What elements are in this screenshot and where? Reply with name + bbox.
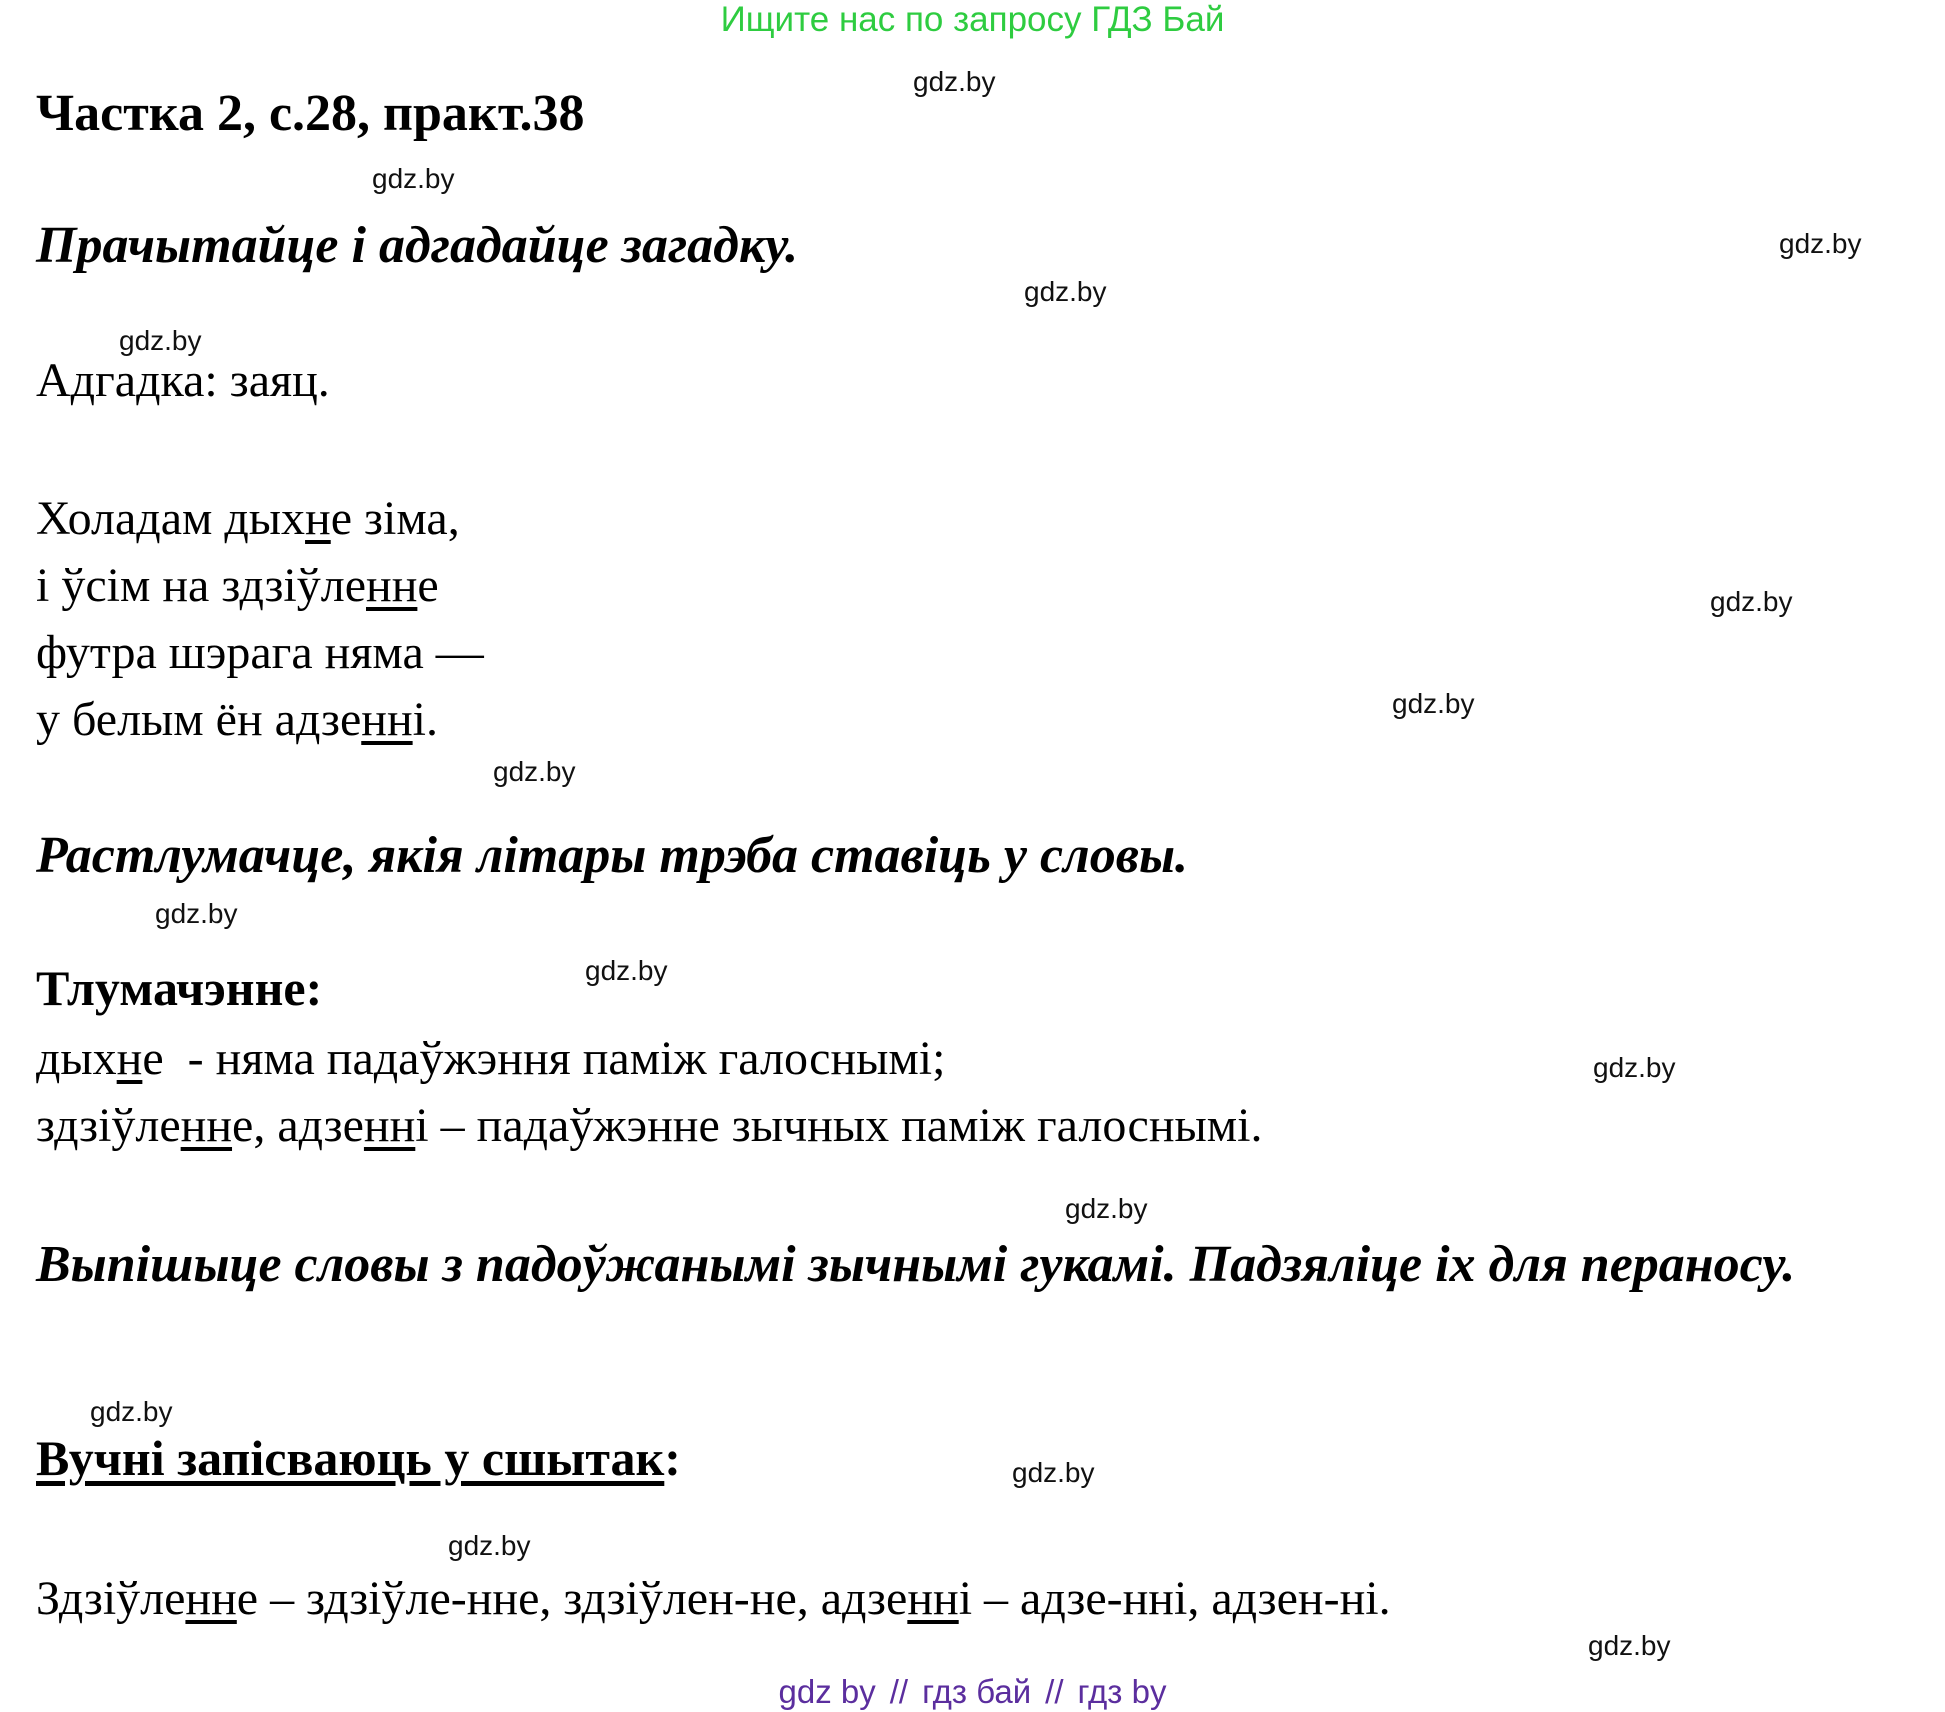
watermark: gdz.by — [448, 1530, 531, 1561]
watermark: gdz.by — [119, 325, 202, 356]
footer — [0, 1672, 1945, 1712]
task-write-out-words: Выпішыце словы з падоўжанымі зычнымі гукамі. Падзяліце іх для пераносу. — [36, 1236, 1796, 1293]
task-explain-letters: Растлумачце, якія літары трэба ставіць у словы. — [36, 827, 1189, 884]
watermark: gdz.by — [585, 955, 668, 986]
students-write-heading: Вучні запісваюць у сшытак: — [36, 1430, 681, 1486]
watermark: gdz.by — [493, 756, 576, 787]
watermark: gdz.by — [372, 163, 455, 194]
footer-site-cyrillic: гдз бай — [922, 1673, 1032, 1710]
poem-line-1: Холадам дыхне зіма, — [36, 492, 460, 545]
watermark: gdz.by — [1593, 1052, 1676, 1083]
final-answer-line: Здзіўленне – здзіўле-нне, здзіўлен-не, адзенні – адзе-нні, адзен-ні. — [36, 1572, 1391, 1625]
watermark: gdz.by — [1588, 1630, 1671, 1661]
watermark: gdz.by — [1779, 228, 1862, 259]
watermark: gdz.by — [1024, 276, 1107, 307]
task-read-riddle: Прачытайце і адгадайце загадку. — [36, 217, 799, 274]
footer-site-latin: gdz by — [778, 1673, 876, 1710]
top-banner: Ищите нас по запросу ГДЗ Бай — [720, 0, 1225, 39]
watermark: gdz.by — [913, 66, 996, 97]
watermark: gdz.by — [90, 1396, 173, 1427]
footer-separator: // — [1045, 1673, 1064, 1710]
page-title: Частка 2, с.28, практ.38 — [36, 85, 585, 142]
watermark: gdz.by — [1392, 688, 1475, 719]
watermark: gdz.by — [1710, 586, 1793, 617]
poem-line-3: футра шэрага няма — — [36, 626, 484, 679]
footer-site-mixed: гдз by — [1077, 1673, 1167, 1710]
poem-line-4: у белым ён адзенні. — [36, 693, 438, 746]
poem-line-2: і ўсім на здзіўленне — [36, 559, 439, 612]
watermark: gdz.by — [1012, 1457, 1095, 1488]
watermark: gdz.by — [155, 898, 238, 929]
riddle-answer: Адгадка: заяц. — [36, 354, 330, 407]
explanation-heading: Тлумачэнне: — [36, 960, 323, 1016]
explanation-line-2: здзіўленне, адзенні – падаўжэнне зычных паміж галоснымі. — [36, 1099, 1263, 1152]
watermark: gdz.by — [1065, 1193, 1148, 1224]
footer-separator: // — [889, 1673, 909, 1710]
explanation-line-1: дыхне - няма падаўжэння паміж галоснымі; — [36, 1032, 946, 1085]
